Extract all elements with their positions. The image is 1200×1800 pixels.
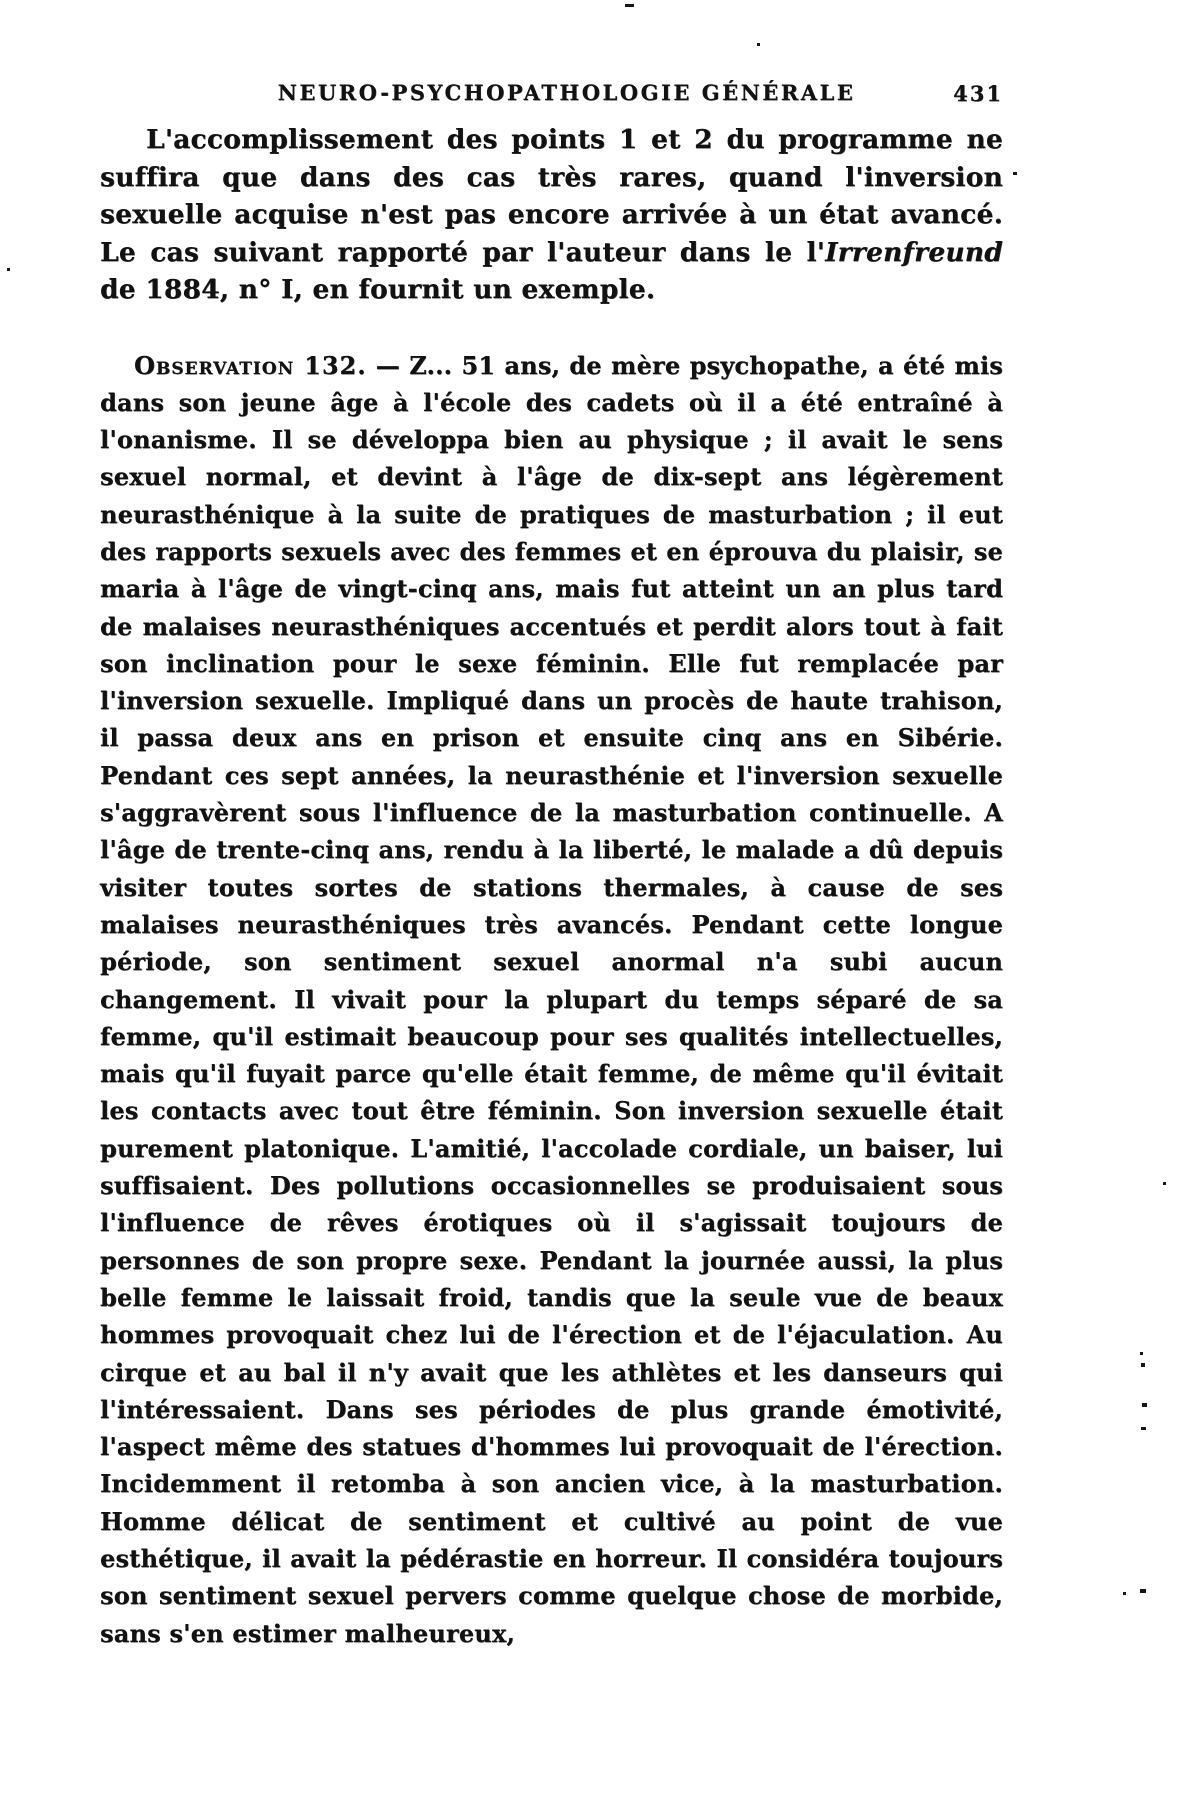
scan-speck: [1142, 1403, 1147, 1407]
text-column: [100, 121, 1003, 1652]
page-header: [100, 80, 1003, 110]
scan-speck: [1123, 1592, 1126, 1595]
intro-paragraph: [100, 121, 1003, 309]
observation-separator: —: [366, 350, 410, 380]
scan-speck: [7, 268, 10, 271]
scan-speck: [757, 43, 760, 46]
scan-speck: [1013, 172, 1017, 175]
scan-speck: [1140, 1352, 1143, 1355]
observation-label: Observation 132.: [134, 350, 367, 380]
journal-title: Irrenfreund: [825, 236, 1003, 268]
intro-text-before: L'accomplissement des points 1 et 2 du programme ne suffira que dans des cas très rares, quand l'inversion sexuelle acquise n'est pas encore arrivée à un état avancé. Le cas suivant rapporté par l'auteur dans le l': [100, 124, 1003, 268]
scan-speck: [1163, 1182, 1166, 1185]
observation-paragraph: [100, 347, 1003, 1652]
running-title: NEURO-PSYCHOPATHOLOGIE GÉNÉRALE: [277, 80, 856, 105]
scan-speck: [1141, 1363, 1145, 1367]
intro-text-after: de 1884, n° I, en fournit un exemple.: [100, 274, 656, 305]
scan-speck: [1140, 1589, 1146, 1593]
scan-speck: [1141, 1427, 1146, 1430]
scan-speck: [625, 4, 634, 7]
page-number: 431: [953, 81, 1003, 106]
observation-text: Z... 51 ans, de mère psychopathe, a été mis dans son jeune âge à l'école des cadets où il a été entraîné à l'onanisme. Il se développa bien au physique ; il avait le sens sexuel normal, et devint à l'âge de dix-sept ans légèrement neurasthénique à la suite de pratiques de masturbation ; il eut des rapports sexuels avec des femmes et en éprouva du plaisir, se maria à l'âge de vingt-cinq ans, mais fut atteint un an plus tard de malaises neurasthéniques accentués et perdit alors tout à fait son inclination pour le sexe féminin. Elle fut remplacée par l'inversion sexuelle. Impliqué dans un procès de haute trahison, il passa deux ans en prison et ensuite cinq ans en Sibérie. Pendant ces sept années, la neurasthénie et l'inversion sexuelle s'aggravèrent sous l'influence de la masturbation continuelle. A l'âge de trente-cinq ans, rendu à la liberté, le malade a dû depuis visiter toutes sortes de stations thermales, à cause de ses malaises neurasthéniques très avancés. Pendant cette longue période, son sentiment sexuel anormal n'a subi aucun changement. Il vivait pour la plupart du temps séparé de sa femme, qu'il estimait beaucoup pour ses qualités intellectuelles, mais qu'il fuyait parce qu'elle était femme, de même qu'il évitait les contacts avec tout être féminin. Son inversion sexuelle était purement platonique. L'amitié, l'accolade cordiale, un baiser, lui suffisaient. Des pollutions occasionnelles se produisaient sous l'influence de rêves érotiques où il s'agissait toujours de personnes de son propre sexe. Pendant la journée aussi, la plus belle femme le laissait froid, tandis que la seule vue de beaux hommes provoquait chez lui de l'érection et de l'éjaculation. Au cirque et au bal il n'y avait que les athlètes et les danseurs qui l'intéressaient. Dans ses périodes de plus grande émotivité, l'aspect même des statues d'hommes lui provoquait de l'érection. Incidemment il retomba à son ancien vice, à la masturbation. Homme délicat de sentiment et cultivé au point de vue esthétique, il avait la pédérastie en horreur. Il considéra toujours son sentiment sexuel pervers comme quelque chose de morbide, sans s'en estimer malheureux,: [100, 350, 1004, 1648]
